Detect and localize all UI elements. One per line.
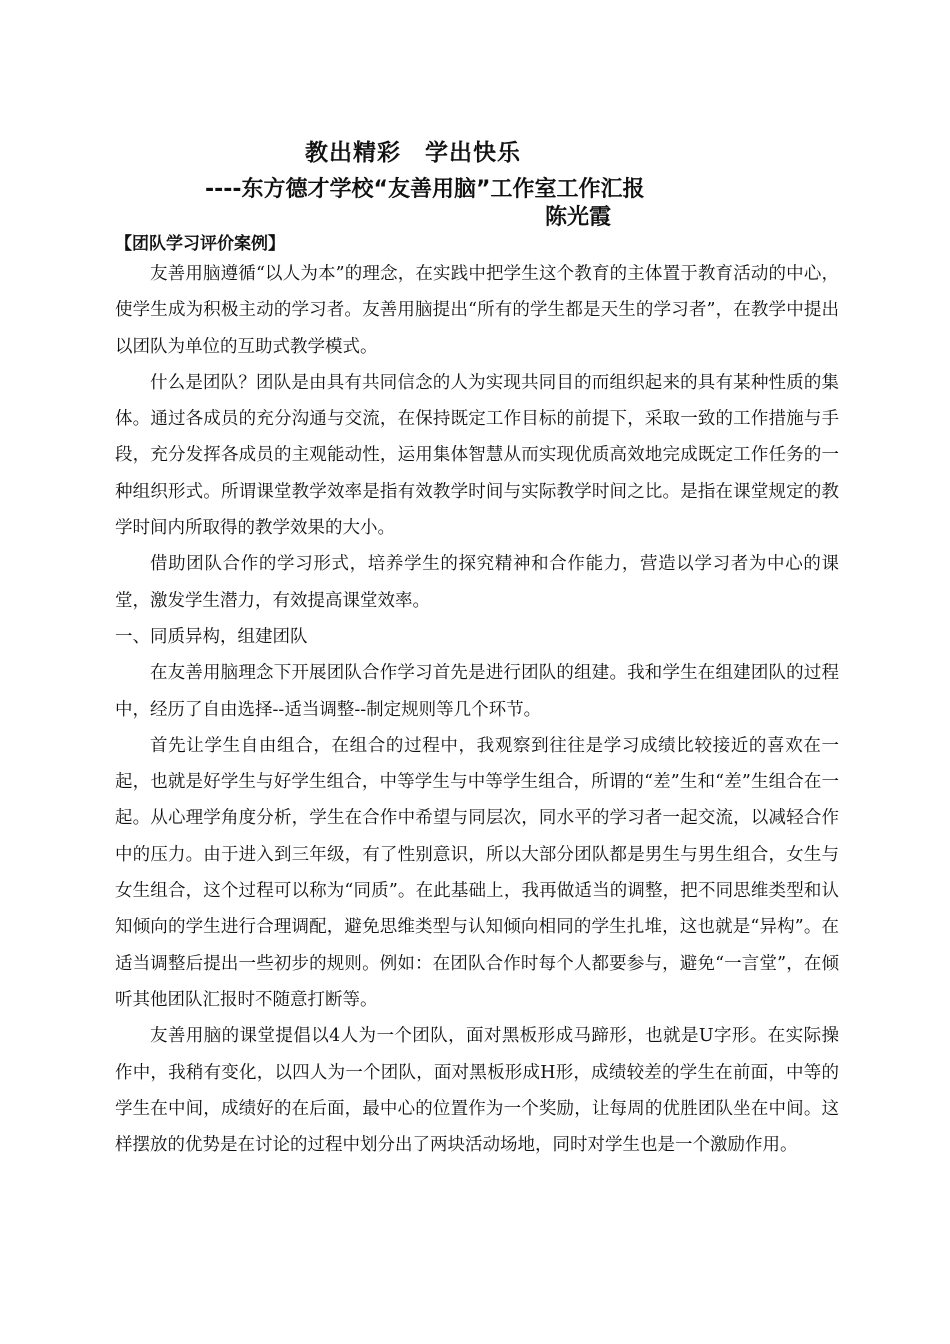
paragraph-grouping-process: 首先让学生自由组合，在组合的过程中，我观察到往往是学习成绩比较接近的喜欢在一起，也就是好学生与好学生组合，中等学生与中等学生组合，所谓的“差”生和“差”生组合在一起。从心理学角度分析，学生在合作中希望与同层次，同水平的学习者一起交流，以减轻合作中的压力。由于进入到三年级，有了性别意识，所以大部分团队都是男生与男生组合，女生与女生组合，这个过程可以称为“同质”。在此基础上，我再做适当的调整，把不同思维类型和认知倾向的学生进行合理调配，避免思维类型与认知倾向相同的学生扎堆，这也就是“异构”。在适当调整后提出一些初步的规则。例如：在团队合作时每个人都要参与，避免“一言堂”，在倾听其他团队汇报时不随意打断等。 [115,735,839,1010]
paragraph-intro: 友善用脑遵循“以人为本”的理念，在实践中把学生这个教育的主体置于教育活动的中心，使学生成为积极主动的学习者。友善用脑提出“所有的学生都是天生的学习者”，在教学中提出以团队为单位的互助式教学模式。 [115,264,839,357]
paragraph-team-building: 在友善用脑理念下开展团队合作学习首先是进行团队的组建。我和学生在组建团队的过程中，经历了自由选择--适当调整--制定规则等几个环节。 [115,663,839,720]
document-body [115,256,839,1163]
document-title: 教出精彩 学出快乐 [305,140,521,166]
paragraph-seating: 友善用脑的课堂提倡以4人为一个团队，面对黑板形成马蹄形，也就是U字形。在实际操作中，我稍有变化，以四人为一个团队，面对黑板形成H形，成绩较差的学生在前面，中等的学生在中间，成绩好的在后面，最中心的位置作为一个奖励，让每周的优胜团队坐在中间。这样摆放的优势是在讨论的过程中划分出了两块活动场地，同时对学生也是一个激励作用。 [115,1026,839,1156]
paragraph-team-definition: 什么是团队？团队是由具有共同信念的人为实现共同目的而组织起来的具有某种性质的集体。通过各成员的充分沟通与交流，在保持既定工作目标的前提下，采取一致的工作措施与手段，充分发挥各成员的主观能动性，运用集体智慧从而实现优质高效地完成既定工作任务的一种组织形式。所谓课堂教学效率是指有效教学时间与实际教学时间之比。是指在课堂规定的教学时间内所取得的教学效果的大小。 [115,372,839,539]
section-label: 【团队学习评价案例】 [115,234,285,254]
document-subtitle: ----东方德才学校“友善用脑”工作室工作汇报 [205,177,645,202]
section-heading-1: 一、同质异构，组建团队 [115,626,308,647]
paragraph-team-purpose: 借助团队合作的学习形式，培养学生的探究精神和合作能力，营造以学习者为中心的课堂，激发学生潜力，有效提高课堂效率。 [115,554,839,611]
author-name: 陈光霞 [545,205,612,230]
